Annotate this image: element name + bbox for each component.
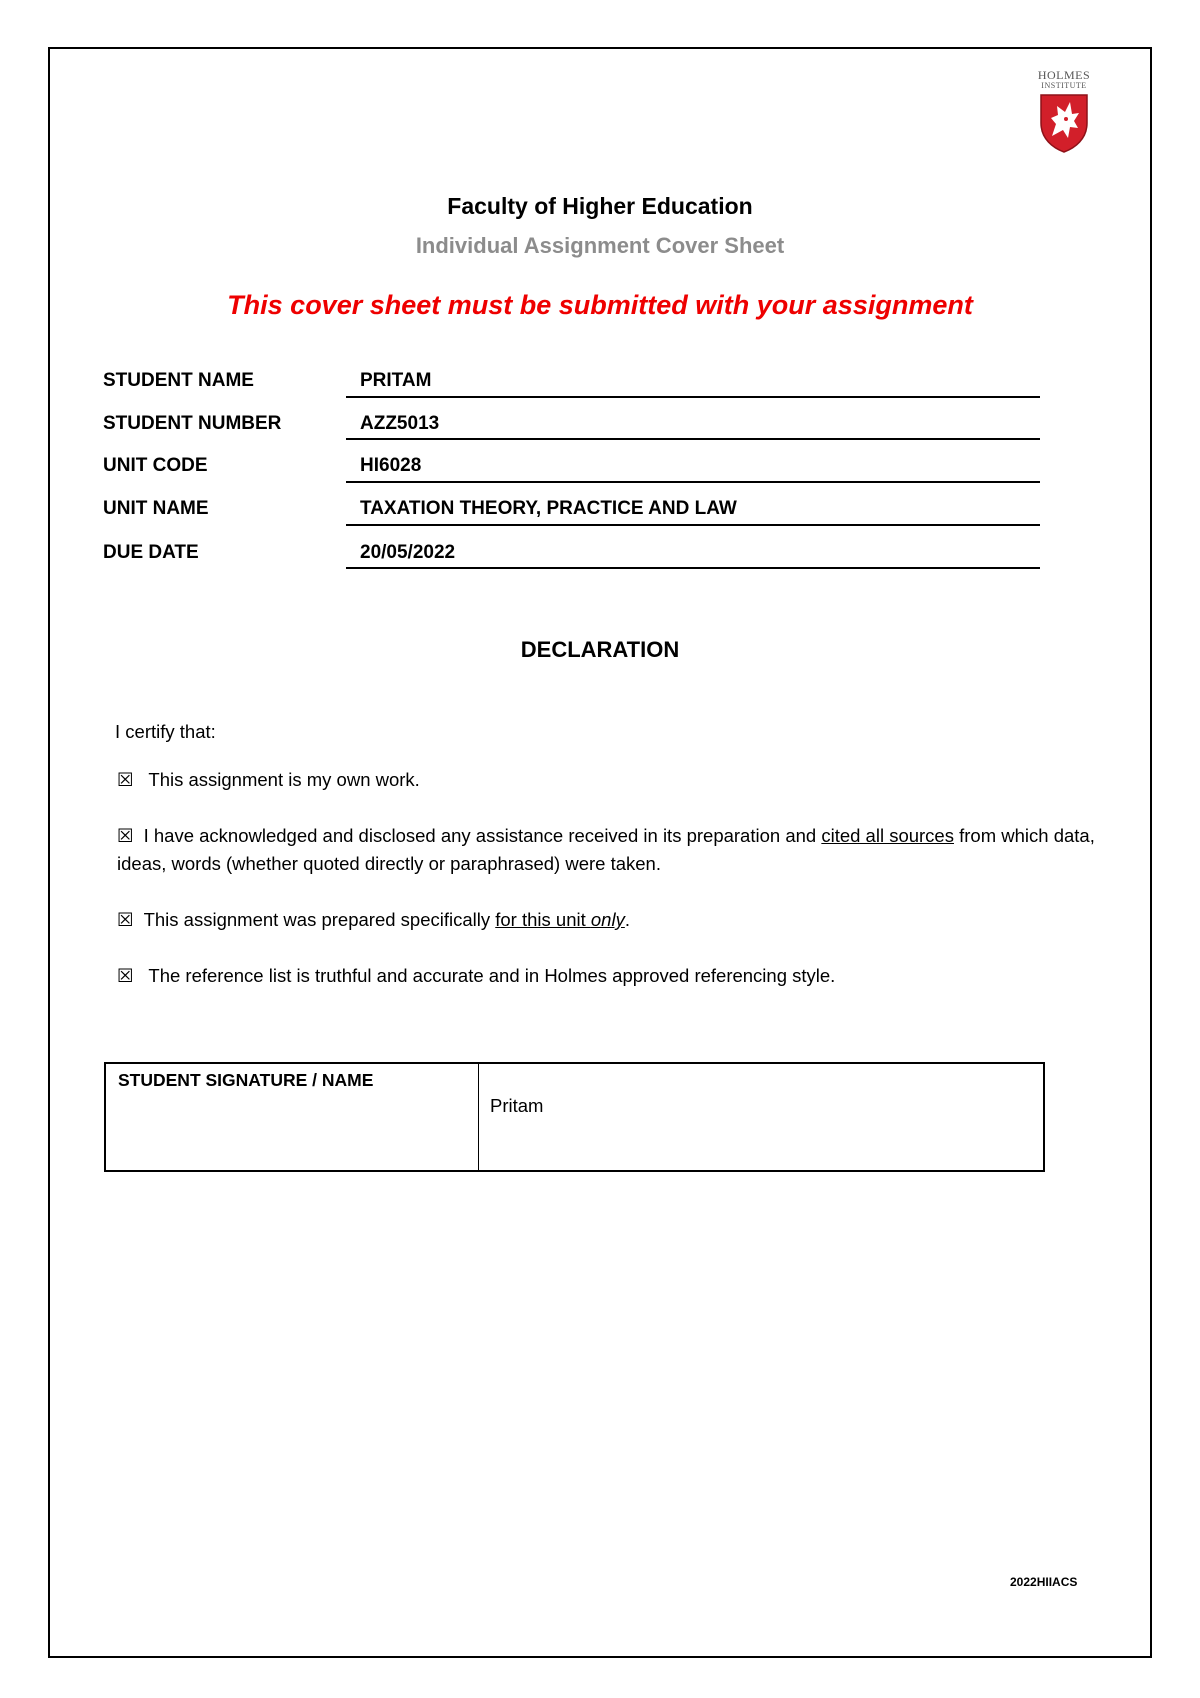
declaration-item: [117, 906, 1097, 934]
checked-box-icon: ☒: [117, 965, 134, 986]
cited-sources-underlined: cited all sources: [821, 825, 954, 846]
declaration-item-text: The reference list is truthful and accurate and in Holmes approved referencing style.: [148, 965, 836, 986]
griffin-shield-icon: [1039, 93, 1089, 153]
declaration-item: [117, 766, 1097, 794]
for-this-unit-underlined: for this unit: [495, 909, 591, 930]
logo-subtitle: INSTITUTE: [1041, 81, 1087, 90]
due-date-label: DUE DATE: [103, 542, 199, 563]
due-date-underline: [346, 567, 1040, 569]
checked-box-icon: ☒: [117, 909, 134, 930]
student-name-label: STUDENT NAME: [103, 370, 254, 391]
footer-form-code: 2022HIIACS: [1010, 1575, 1078, 1589]
signature-table-divider: [478, 1064, 479, 1170]
unit-code-value: HI6028: [360, 455, 422, 476]
signature-label: STUDENT SIGNATURE / NAME: [118, 1070, 374, 1090]
declaration-title: DECLARATION: [520, 637, 680, 662]
declaration-item-text: I have acknowledged and disclosed any assistance received in its preparation and: [143, 825, 822, 846]
declaration-item-text: This assignment was prepared specifically: [143, 909, 496, 930]
signature-table: [104, 1062, 1045, 1172]
cover-sheet-subtitle: Individual Assignment Cover Sheet: [415, 233, 785, 258]
declaration-item-text-end: from which data, ideas, words (whether quoted directly or paraphrased) were taken.: [117, 825, 1095, 874]
submission-warning: This cover sheet must be submitted with your assignment: [227, 290, 973, 320]
certify-intro: I certify that:: [115, 721, 216, 742]
holmes-logo: [1032, 66, 1096, 156]
declaration-item: [117, 962, 1097, 990]
student-name-value: PRITAM: [360, 370, 432, 391]
unit-code-underline: [346, 481, 1040, 483]
faculty-title: Faculty of Higher Education: [447, 193, 753, 219]
signature-value: Pritam: [490, 1095, 544, 1116]
checked-box-icon: ☒: [117, 825, 134, 846]
unit-name-label: UNIT NAME: [103, 498, 209, 519]
logo-title: HOLMES: [1037, 68, 1091, 82]
declaration-item-text-end: .: [624, 909, 630, 930]
unit-name-value: TAXATION THEORY, PRACTICE AND LAW: [360, 498, 737, 519]
unit-code-label: UNIT CODE: [103, 455, 208, 476]
only-underlined-italic: only: [590, 909, 625, 930]
due-date-value: 20/05/2022: [360, 542, 456, 563]
unit-name-underline: [346, 524, 1040, 526]
student-number-underline: [346, 438, 1040, 440]
student-name-underline: [346, 396, 1040, 398]
student-number-label: STUDENT NUMBER: [103, 413, 282, 434]
declaration-item: [117, 822, 1097, 878]
declaration-item-text: This assignment is my own work.: [148, 769, 420, 790]
checked-box-icon: ☒: [117, 769, 134, 790]
student-number-value: AZZ5013: [360, 413, 440, 434]
